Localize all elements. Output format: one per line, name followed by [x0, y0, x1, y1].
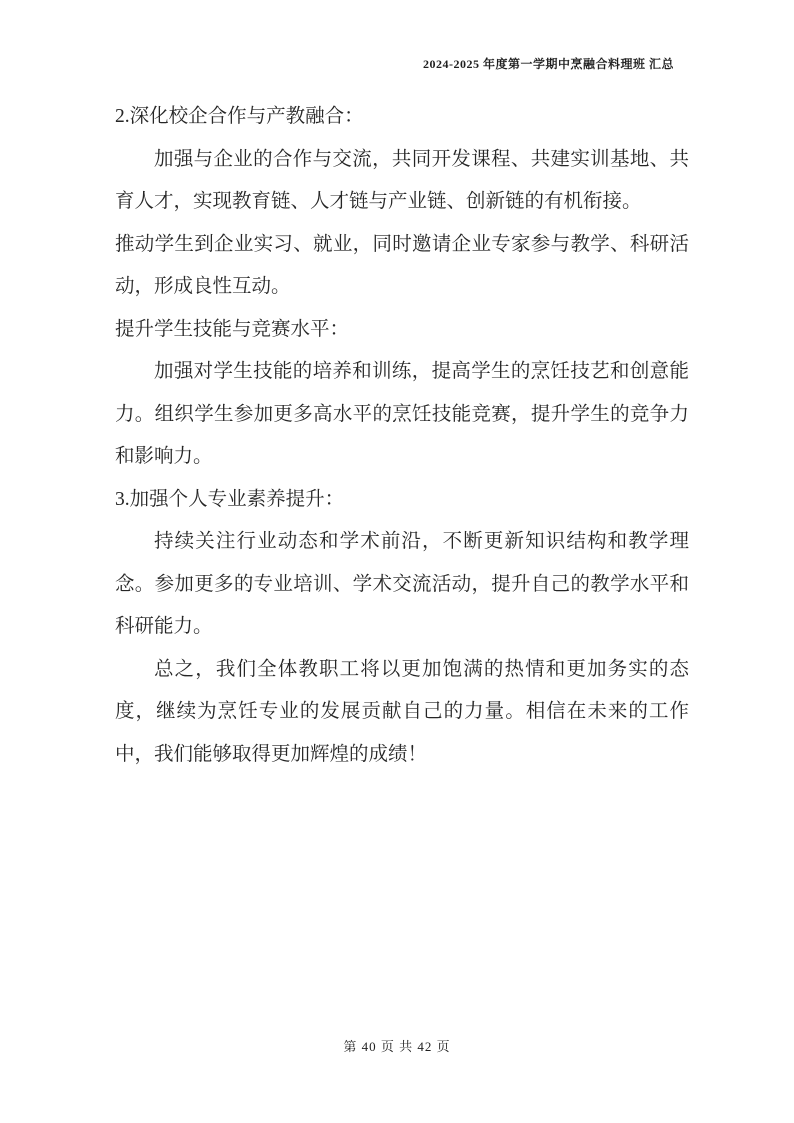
paragraph: 加强与企业的合作与交流，共同开发课程、共建实训基地、共育人才，实现教育链、人才链与产业链、创新链的有机衔接。	[115, 148, 689, 212]
page-number-text: 第 40 页 共 42 页	[343, 1039, 451, 1054]
paragraph: 推动学生到企业实习、就业，同时邀请企业专家参与教学、科研活动，形成良性互动。	[115, 233, 689, 297]
paragraph: 总之，我们全体教职工将以更加饱满的热情和更加务实的态度，继续为烹饪专业的发展贡献自己的力量。相信在未来的工作中，我们能够取得更加辉煌的成绩！	[115, 658, 689, 765]
paragraph: 加强对学生技能的培养和训练，提高学生的烹饪技艺和创意能力。组织学生参加更多高水平的烹饪技能竞赛，提升学生的竞争力和影响力。	[115, 361, 689, 467]
page-footer	[0, 1036, 794, 1055]
paragraph: 2.深化校企合作与产教融合：	[115, 106, 364, 127]
paragraph: 3.加强个人专业素养提升：	[115, 488, 345, 510]
header-title: 2024-2025 年度第一学期中烹融合料理班 汇总	[423, 57, 674, 71]
page-header	[115, 55, 674, 72]
document-body	[115, 96, 689, 776]
paragraph: 持续关注行业动态和学术前沿，不断更新知识结构和教学理念。参加更多的专业培训、学术交流活动，提升自己的教学水平和科研能力。	[115, 531, 689, 637]
paragraph: 提升学生技能与竞赛水平：	[115, 318, 350, 340]
